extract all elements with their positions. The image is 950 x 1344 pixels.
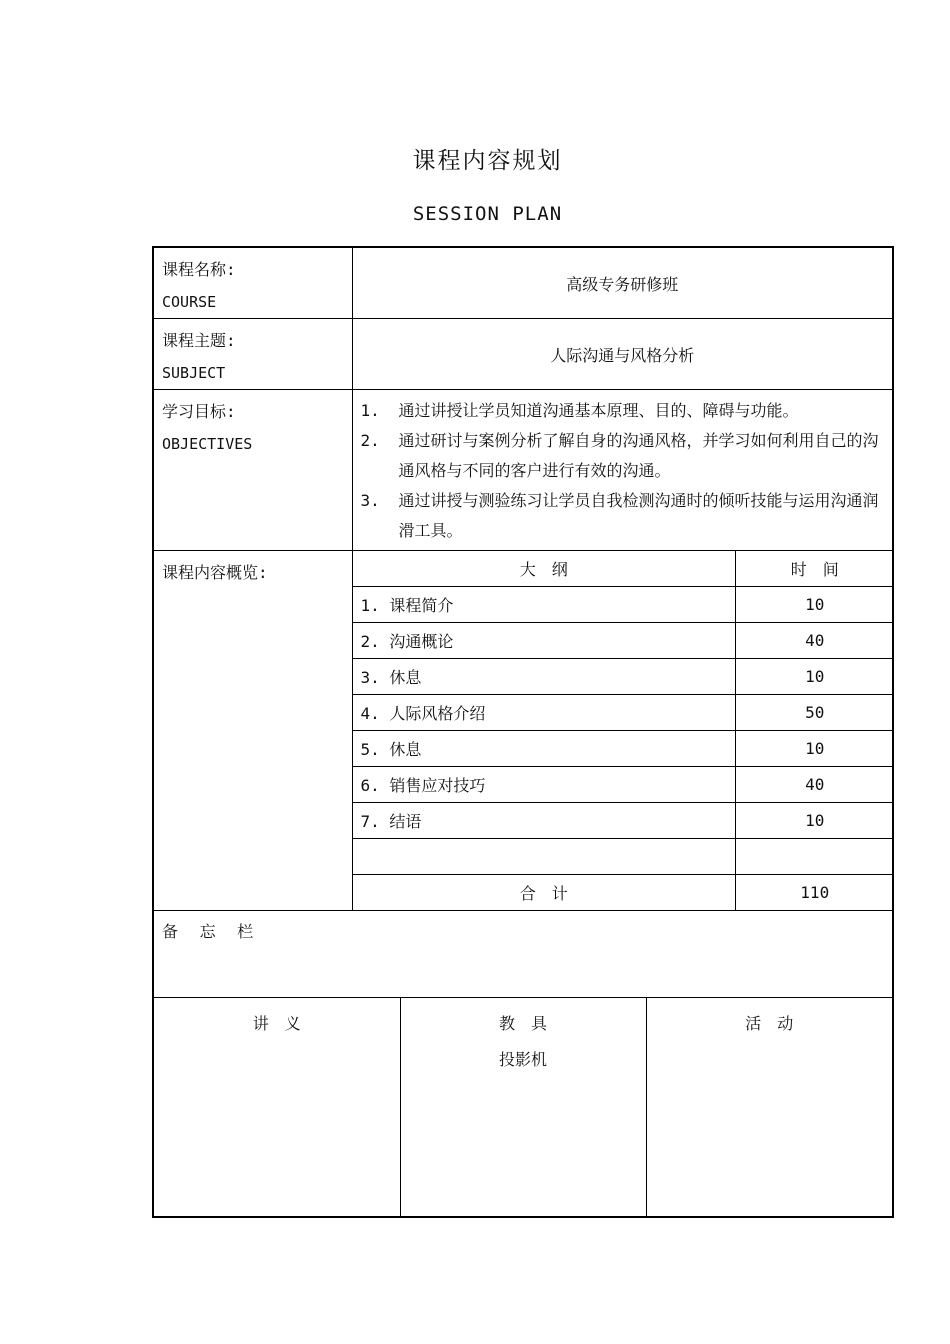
tools-value: 投影机 [498, 1050, 547, 1069]
outline-time: 40 [736, 623, 894, 659]
resources-table [154, 998, 892, 1216]
resources-columns [154, 998, 892, 1216]
objective-text: 通过讲授让学员知道沟通基本原理、目的、障碍与功能。 [398, 401, 799, 420]
course-label-cn: 课程名称: [162, 260, 236, 279]
total-value: 110 [736, 875, 894, 911]
outline-item: 5. 休息 [353, 731, 736, 767]
table-row [353, 659, 894, 695]
tools-column [400, 998, 646, 1216]
outline-item: 4. 人际风格介绍 [353, 695, 736, 731]
outline-item: 1. 课程简介 [353, 587, 736, 623]
resources-row [153, 998, 893, 1218]
subject-row [153, 319, 893, 390]
tools-label: 教 具 [498, 1014, 547, 1033]
page-title: 课程内容规划 [412, 148, 563, 174]
objective-item [361, 426, 885, 486]
objective-text: 通过研讨与案例分析了解自身的沟通风格，并学习如何利用自己的沟通风格与不同的客户进行有效的沟通。 [398, 431, 879, 480]
objectives-label [153, 390, 352, 551]
course-label-en: COURSE [162, 293, 217, 311]
subject-value: 人际沟通与风格分析 [352, 319, 893, 390]
table-row [353, 695, 894, 731]
outline-row [153, 551, 893, 911]
objective-number: 3. [360, 491, 380, 510]
subject-label-cn: 课程主题: [162, 331, 236, 350]
table-row [353, 623, 894, 659]
objectives-label-en: OBJECTIVES [162, 435, 253, 453]
outline-time: 50 [736, 695, 894, 731]
outline-item: 3. 休息 [353, 659, 736, 695]
course-label [153, 247, 352, 319]
objectives-row [153, 390, 893, 551]
course-row [153, 247, 893, 319]
objective-text: 通过讲授与测验练习让学员自我检测沟通时的倾听技能与运用沟通润滑工具。 [398, 491, 879, 540]
outline-item: 2. 沟通概论 [353, 623, 736, 659]
resources-cell [153, 998, 893, 1218]
outline-item: 6. 销售应对技巧 [353, 767, 736, 803]
total-label: 合 计 [519, 884, 568, 903]
subject-label [153, 319, 352, 390]
table-row [353, 803, 894, 839]
outline-header-row [353, 551, 894, 587]
outline-item: 7. 结语 [353, 803, 736, 839]
objective-number: 2. [360, 431, 380, 450]
outline-table [353, 551, 894, 910]
outline-item [353, 839, 736, 875]
memo-row [153, 911, 893, 998]
outline-time: 10 [736, 587, 894, 623]
outline-label: 课程内容概览: [153, 551, 352, 911]
handout-column [154, 998, 400, 1216]
handout-label: 讲 义 [252, 1014, 301, 1033]
objective-number: 1. [360, 401, 380, 420]
objectives-label-cn: 学习目标: [162, 402, 236, 421]
subject-label-en: SUBJECT [162, 364, 226, 382]
outline-time [736, 839, 894, 875]
objective-item [361, 396, 885, 426]
session-plan-table [152, 246, 894, 1218]
outline-time: 10 [736, 659, 894, 695]
table-row [353, 731, 894, 767]
page-subtitle: SESSION PLAN [412, 203, 563, 225]
outline-time: 10 [736, 731, 894, 767]
activity-label: 活 动 [745, 1014, 794, 1033]
total-row [353, 875, 894, 911]
time-header: 时 间 [736, 551, 894, 587]
table-row [353, 839, 894, 875]
outline-cell [352, 551, 893, 911]
table-row [353, 587, 894, 623]
outline-time: 40 [736, 767, 894, 803]
memo-label: 备 忘 栏 [153, 911, 893, 998]
outline-time: 10 [736, 803, 894, 839]
outline-header: 大 纲 [353, 551, 736, 587]
objective-item [361, 486, 885, 546]
table-row [353, 767, 894, 803]
course-value: 高级专务研修班 [352, 247, 893, 319]
activity-column [646, 998, 892, 1216]
objectives-list [352, 390, 893, 551]
